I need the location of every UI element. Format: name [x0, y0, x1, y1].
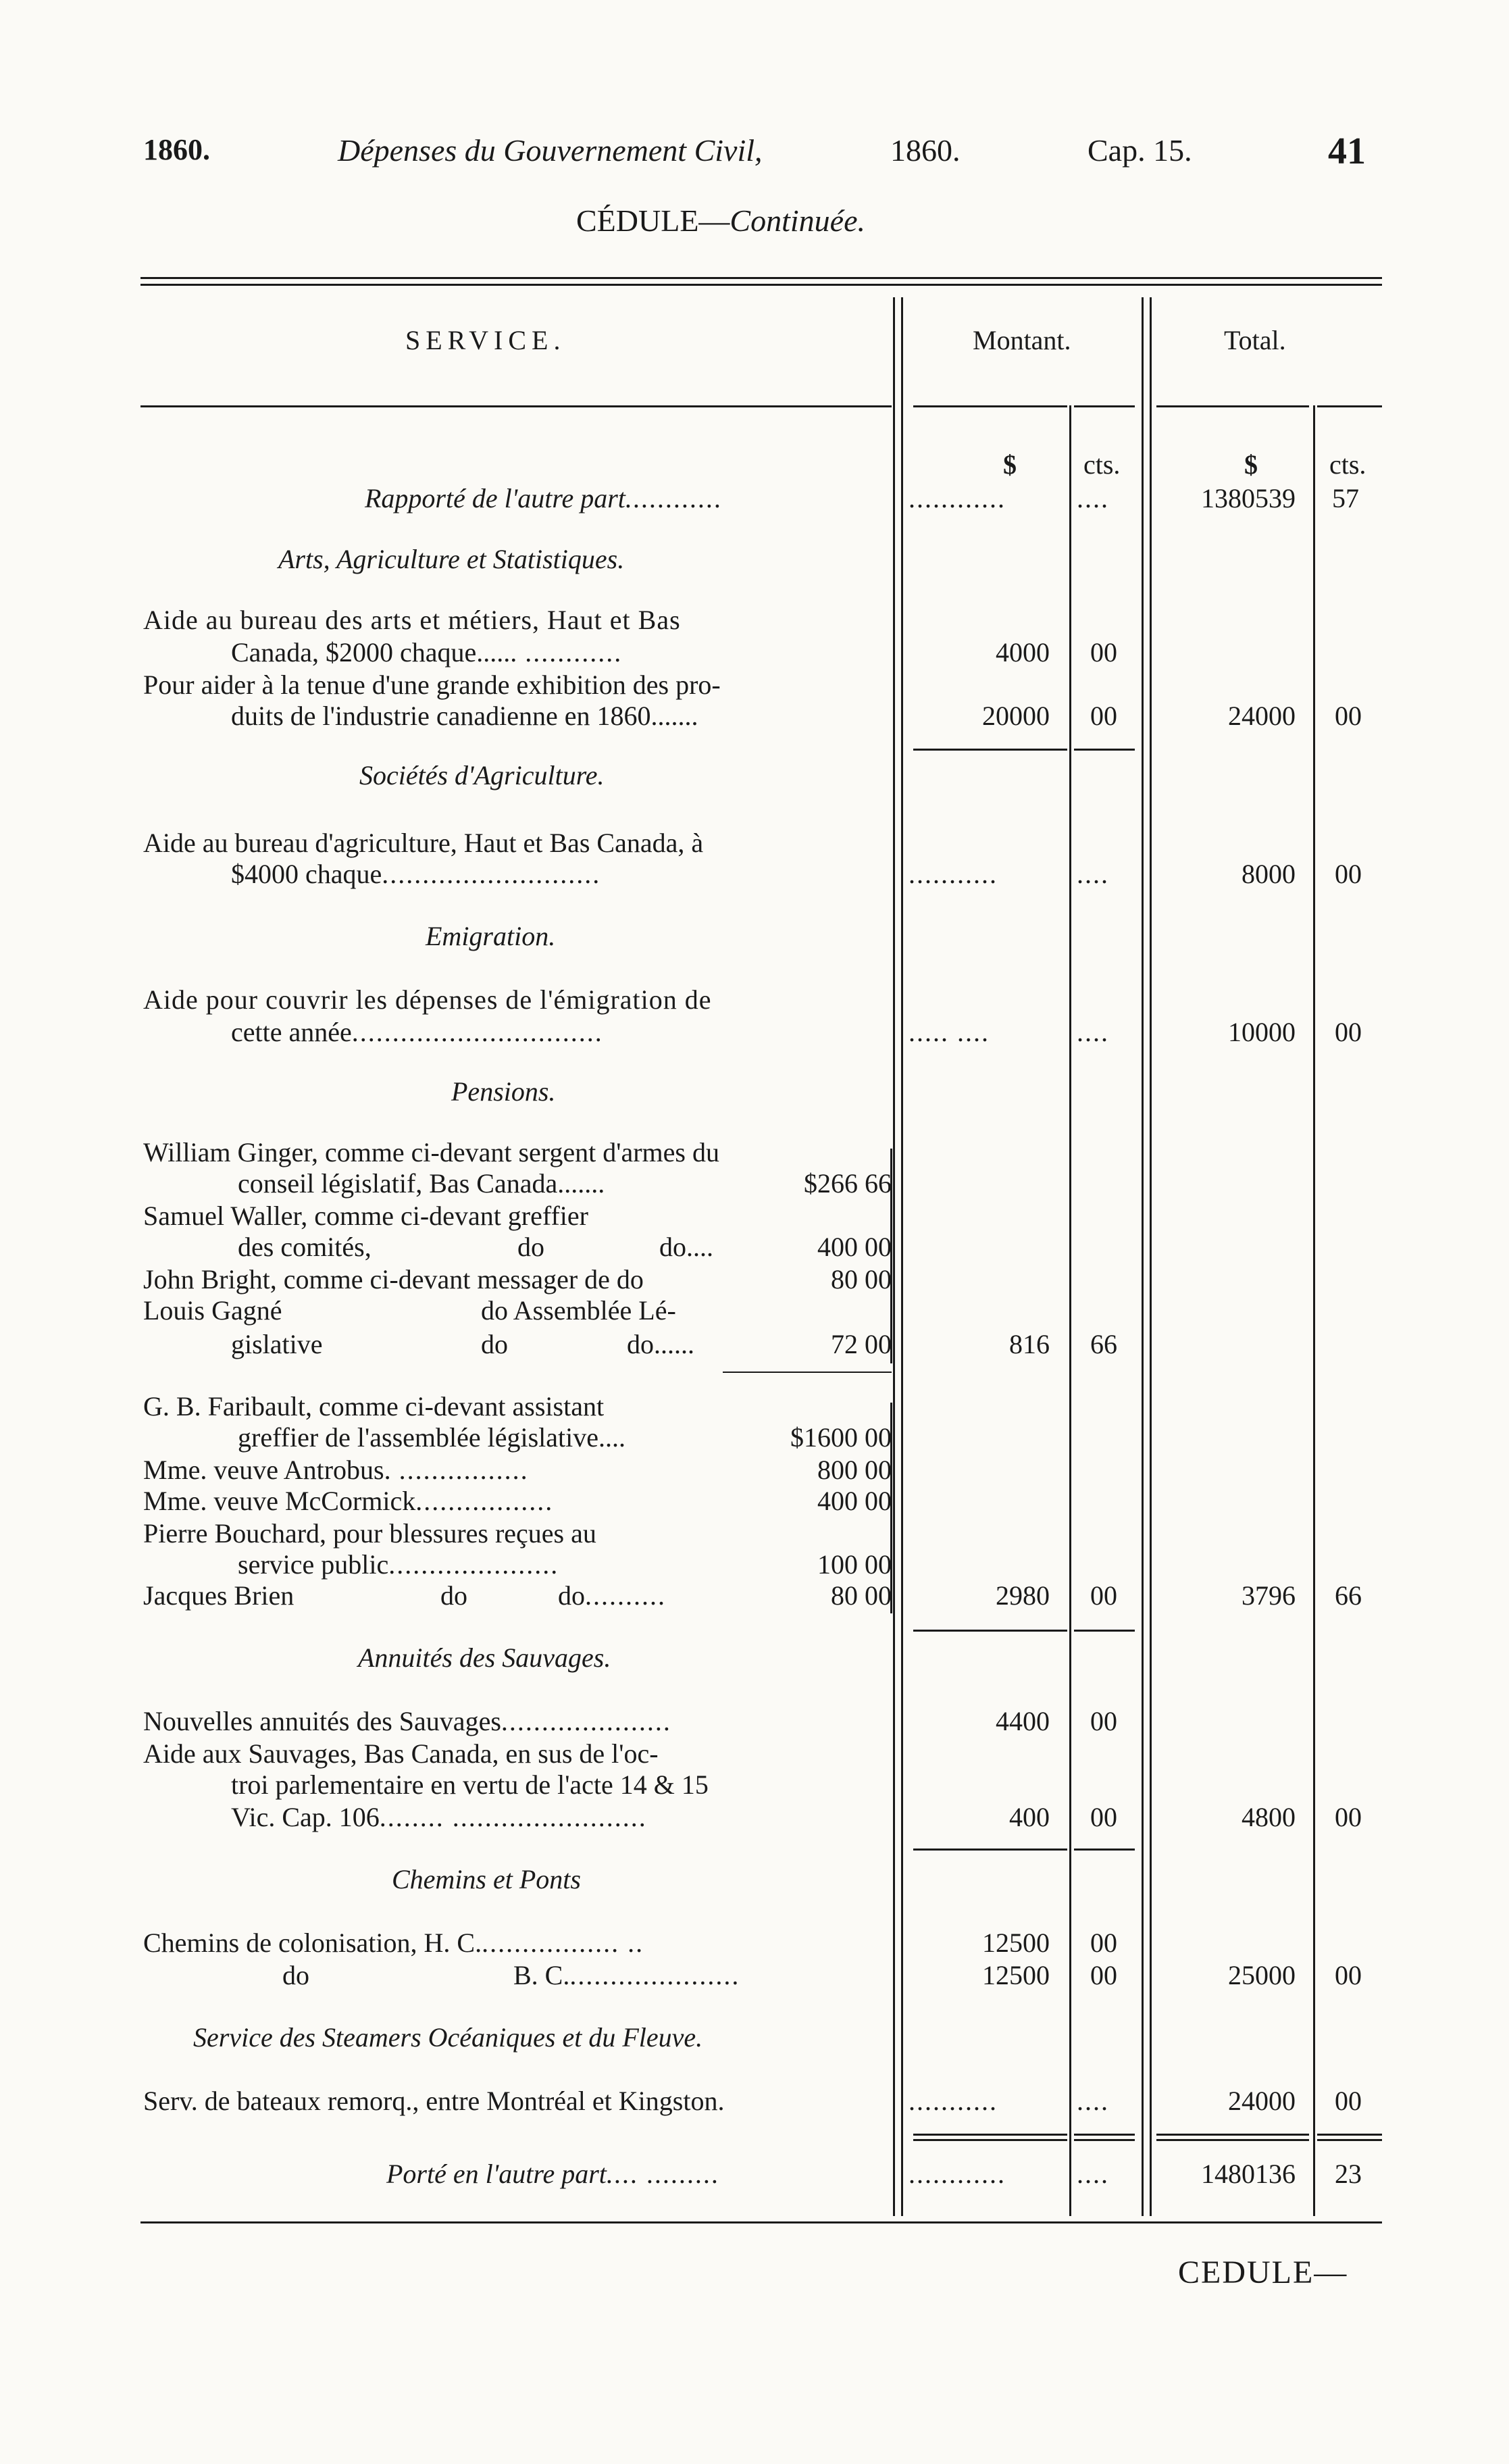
section-heading-arts: Arts, Agriculture et Statistiques.	[278, 544, 625, 574]
annuites-total-cts: 00	[1335, 1802, 1362, 1832]
leader-dots: ............	[909, 483, 1006, 513]
societes-line2: $4000 chaque...........................	[231, 859, 601, 889]
brought-forward-total-cts: 57	[1332, 483, 1359, 513]
pension-group1-amount: 816	[1009, 1329, 1050, 1359]
steamers-line1: Serv. de bateaux remorq., entre Montréal et Kingston.	[143, 2086, 725, 2116]
pension-waller-amount: 400 00	[817, 1232, 892, 1262]
arts-item-2-line1: Pour aider à la tenue d'une grande exhibition des pro-	[143, 670, 721, 700]
pensions-total-cts: 66	[1335, 1580, 1362, 1611]
emigration-total-cts: 00	[1335, 1017, 1362, 1047]
subheader-cts: cts.	[1083, 449, 1121, 480]
pension-gagne-line1b: do Assemblée Lé-	[481, 1295, 676, 1326]
chemins-item-2-bc: B. C......................	[513, 1960, 740, 1990]
subtotal-rule	[913, 1630, 1067, 1632]
steamers-total-cts: 00	[1335, 2086, 1362, 2116]
col-rule-service-a	[893, 297, 895, 2216]
subtotal-rule	[1074, 1630, 1135, 1632]
arts-item-2-amount: 20000	[982, 701, 1050, 731]
emigration-total: 10000	[1228, 1017, 1296, 1047]
pension-gagne-amount: 72 00	[831, 1329, 892, 1359]
carried-rule	[1317, 2139, 1382, 2141]
annuites-item-2-line3: Vic. Cap. 106........ ........................	[231, 1802, 647, 1832]
running-title-year: 1860.	[890, 133, 961, 168]
pension-brien-line1b: do	[440, 1580, 467, 1611]
subheader-dollar2: $	[1244, 449, 1258, 480]
pension-brien-line1c: do..........	[558, 1580, 666, 1611]
leader-dots: ....	[1077, 2159, 1109, 2189]
chemins-item-2-amount: 12500	[982, 1960, 1050, 1990]
chemins-total-cts: 00	[1335, 1960, 1362, 1990]
subtotal-rule	[1074, 1849, 1135, 1851]
pension-ginger-line2: conseil législatif, Bas Canada.......	[238, 1168, 605, 1199]
pension-brien-amount: 80 00	[831, 1580, 892, 1611]
pension-bouchard-amount: 100 00	[817, 1549, 892, 1580]
col-rule-montant-a	[1142, 297, 1144, 2216]
steamers-total: 24000	[1228, 2086, 1296, 2116]
annuites-item-1-line1: Nouvelles annuités des Sauvages.....................	[143, 1706, 671, 1736]
pension-bouchard-line1: Pierre Bouchard, pour blessures reçues au	[143, 1518, 596, 1549]
schedule-title-italic: Continuée.	[730, 203, 865, 238]
schedule-title-main: CÉDULE—	[576, 203, 730, 238]
leader-dots: ....	[1077, 1017, 1109, 1047]
pension-faribault-line1: G. B. Faribault, comme ci-devant assistant	[143, 1391, 605, 1422]
leader-dots: ..... ....	[909, 1017, 990, 1047]
pension-bright-amount: 80 00	[831, 1264, 892, 1294]
page-number: 41	[1328, 130, 1366, 172]
carried-forward-total-cts: 23	[1335, 2159, 1362, 2189]
chemins-total: 25000	[1228, 1960, 1296, 1990]
pension-brien-line1a: Jacques Brien	[143, 1580, 295, 1611]
section-heading-steamers: Service des Steamers Océaniques et du Fleuve.	[193, 2022, 703, 2053]
pension-waller-line2a: des comités,	[238, 1232, 372, 1262]
pension-group2-cts: 00	[1090, 1580, 1117, 1611]
section-heading-emigration: Emigration.	[426, 921, 556, 951]
pension-faribault-line2: greffier de l'assemblée législative....	[238, 1422, 626, 1453]
carried-rule	[1156, 2139, 1309, 2141]
societes-total-cts: 00	[1335, 859, 1362, 889]
annuites-item-1-amount: 4400	[996, 1706, 1050, 1736]
top-rule-2	[140, 284, 1382, 286]
subheader-dollar: $	[1003, 449, 1017, 480]
annuites-item-2-cts: 00	[1090, 1802, 1117, 1832]
pension-waller-line2b: do	[517, 1232, 544, 1262]
top-rule-1	[140, 277, 1382, 279]
header-underline-dollar2	[1156, 405, 1309, 407]
pension-antrobus-amount: 800 00	[817, 1455, 892, 1485]
pension-subrule	[723, 1372, 892, 1373]
section-heading-pensions: Pensions.	[451, 1076, 556, 1107]
chemins-item-1-line1: Chemins de colonisation, H. C.................. ..	[143, 1928, 644, 1958]
pension-group1-cts: 66	[1090, 1329, 1117, 1359]
running-title: Dépenses du Gouvernement Civil,	[338, 133, 763, 168]
leader-dots: ...........	[909, 859, 998, 889]
leader-dots: ...........	[909, 2086, 998, 2116]
brought-forward-total: 1380539	[1201, 483, 1296, 513]
section-heading-societes: Sociétés d'Agriculture.	[359, 760, 605, 790]
leader-dots: ....	[1077, 2086, 1109, 2116]
subtotal-rule	[913, 749, 1067, 751]
arts-total: 24000	[1228, 701, 1296, 731]
arts-item-1-amount: 4000	[996, 637, 1050, 668]
carried-rule	[913, 2139, 1067, 2141]
col-rule-service-b	[901, 297, 903, 2216]
pension-bright-line1: John Bright, comme ci-devant messager de do	[143, 1264, 644, 1294]
emigration-line1: Aide pour couvrir les dépenses de l'émigration de	[143, 984, 712, 1015]
leader-dots: ............	[909, 2159, 1006, 2189]
column-header-service: SERVICE.	[405, 325, 566, 355]
catchword: CEDULE—	[1178, 2255, 1348, 2290]
carried-rule	[913, 2134, 1067, 2136]
annuites-total: 4800	[1242, 1802, 1296, 1832]
annuites-item-2-line1: Aide aux Sauvages, Bas Canada, en sus de l'oc-	[143, 1738, 659, 1769]
chemins-item-1-amount: 12500	[982, 1928, 1050, 1958]
arts-item-1-line2: Canada, $2000 chaque...... ............	[231, 637, 623, 668]
pensions-total: 3796	[1242, 1580, 1296, 1611]
annuites-item-2-amount: 400	[1009, 1802, 1050, 1832]
carried-rule	[1317, 2134, 1382, 2136]
leader-dots: ....	[1077, 859, 1109, 889]
bottom-rule	[140, 2221, 1382, 2223]
chemins-item-1-cts: 00	[1090, 1928, 1117, 1958]
arts-item-2-line2: duits de l'industrie canadienne en 1860.......	[231, 701, 698, 731]
annuites-item-2-line2: troi parlementaire en vertu de l'acte 14 & 15	[231, 1769, 709, 1800]
pension-bracket	[890, 1149, 892, 1363]
pension-group2-amount: 2980	[996, 1580, 1050, 1611]
pension-ginger-amount: $266 66	[804, 1168, 892, 1199]
pension-waller-line1: Samuel Waller, comme ci-devant greffier	[143, 1201, 588, 1231]
section-heading-annuites: Annuités des Sauvages.	[358, 1642, 611, 1673]
schedule-title	[576, 203, 865, 238]
arts-item-1-cts: 00	[1090, 637, 1117, 668]
carried-rule	[1074, 2139, 1135, 2141]
pension-mccormick-line1: Mme. veuve McCormick.................	[143, 1486, 554, 1516]
carried-rule	[1156, 2134, 1309, 2136]
carried-rule	[1074, 2134, 1135, 2136]
societes-line1: Aide au bureau d'agriculture, Haut et Bas Canada, à	[143, 828, 704, 858]
column-header-total: Total.	[1224, 325, 1286, 355]
header-underline-cts	[1074, 405, 1135, 407]
header-underline-dollar	[913, 405, 1067, 407]
pension-antrobus-line1: Mme. veuve Antrobus. ................	[143, 1455, 529, 1485]
societes-total: 8000	[1242, 859, 1296, 889]
chemins-item-2-cts: 00	[1090, 1960, 1117, 1990]
running-cap: Cap. 15.	[1088, 133, 1192, 168]
col-rule-montant-b	[1150, 297, 1152, 2216]
chemins-item-2-do: do	[282, 1960, 309, 1990]
subtotal-rule	[1074, 749, 1135, 751]
column-header-montant: Montant.	[973, 325, 1071, 355]
brought-forward-label: Rapporté de l'autre part............	[365, 483, 723, 513]
leader-dots: ....	[1077, 483, 1109, 513]
section-heading-chemins: Chemins et Ponts	[392, 1864, 581, 1894]
pension-gagne-line2c: do......	[627, 1329, 694, 1359]
pension-faribault-amount: $1600 00	[790, 1422, 892, 1453]
pension-gagne-line2a: gislative	[231, 1329, 323, 1359]
pension-waller-line2c: do....	[659, 1232, 713, 1262]
pension-gagne-line2b: do	[481, 1329, 508, 1359]
arts-item-2-cts: 00	[1090, 701, 1117, 731]
pension-gagne-line1a: Louis Gagné	[143, 1295, 282, 1326]
arts-total-cts: 00	[1335, 701, 1362, 731]
pension-ginger-line1: William Ginger, comme ci-devant sergent d'armes du	[143, 1137, 719, 1167]
carried-forward-label: Porté en l'autre part.... .........	[386, 2159, 720, 2189]
col-rule-total-cts	[1313, 405, 1315, 2216]
subheader-cts2: cts.	[1329, 449, 1366, 480]
header-underline-service	[140, 405, 892, 407]
col-rule-cts	[1069, 405, 1071, 2216]
carried-forward-total: 1480136	[1201, 2159, 1296, 2189]
pension-bracket	[890, 1403, 892, 1613]
subtotal-rule	[913, 1849, 1067, 1851]
running-year: 1860.	[143, 133, 210, 166]
annuites-item-1-cts: 00	[1090, 1706, 1117, 1736]
header-underline-cts2	[1317, 405, 1382, 407]
pension-mccormick-amount: 400 00	[817, 1486, 892, 1516]
pension-bouchard-line2: service public.....................	[238, 1549, 559, 1580]
emigration-line2: cette année...............................	[231, 1017, 603, 1047]
arts-item-1-line1: Aide au bureau des arts et métiers, Haut et Bas	[143, 605, 681, 635]
